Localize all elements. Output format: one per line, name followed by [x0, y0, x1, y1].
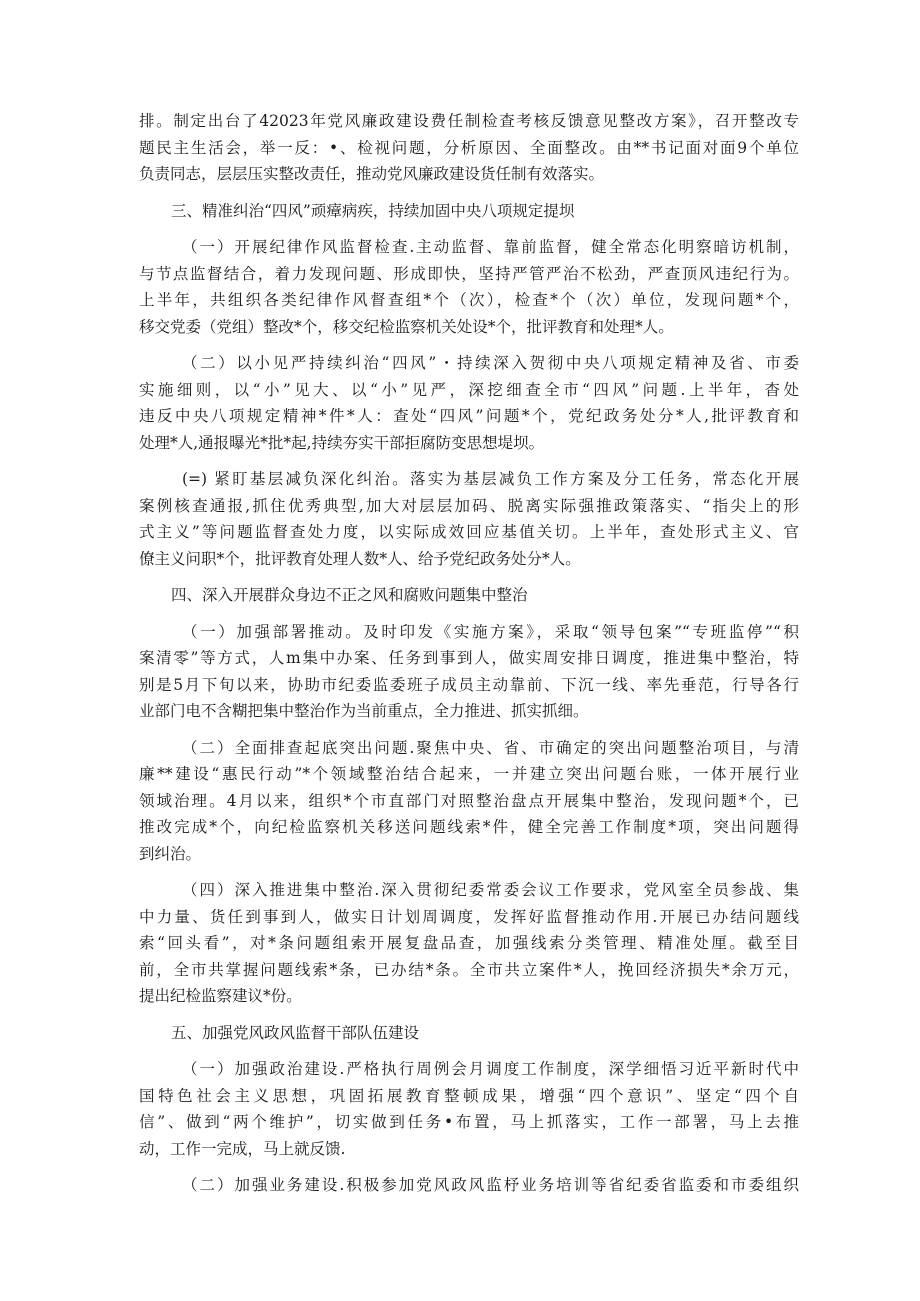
text-line: 案清零”等方式，人m集中办案、任务到事到人，做实周安排日调度，推进集中整治，特: [139, 649, 799, 667]
body-paragraph: [139, 1172, 799, 1199]
body-paragraph: [139, 877, 799, 1010]
body-paragraph: [139, 619, 799, 725]
text-line: 题民主生活会，举一反：•、检视问题，分析原因、全面整改。由**书记面对面9个单位: [139, 138, 799, 157]
text-line: （四）深入推进集中整治.深入贯彻纪委常委会议工作要求，党风室全员参战、集: [182, 881, 799, 899]
body-paragraph: [139, 234, 799, 340]
text-line: (=) 紧盯基层减负深化纠治。落实为基层减负工作方案及分工任务，常态化开展: [182, 470, 799, 488]
text-line: （二）全面排查起底突出问题.聚焦中央、省、市确定的突出问题整治项目，与清: [182, 738, 799, 757]
text-line: 国特色社会主义思想，巩固拓展教育整顿成果，增强“四个意识”、坚定“四个自: [139, 1086, 799, 1105]
text-line: （一）开展纪律作风监督检查.主动监督、靠前监督，健全常态化明察暗访机制，: [182, 238, 799, 256]
body-paragraph: [139, 108, 799, 188]
text-line: 处理*人,通报曝光*批*起,持续夯实干部拒腐防变思想堤坝。: [139, 433, 545, 452]
text-line: （一）加强部署推动。及时印发《实施方案》，采取“领导包案”“专班监停”“积: [182, 622, 799, 641]
text-line: 式主义”等问题监督查处力度，以实际成效回应基值关切。上半年，查处形式主义、官: [139, 523, 799, 541]
document-body: [139, 108, 799, 1209]
text-line: 信”、做到“两个维护”，切实做到任务•布置，马上抓落实，工作一部署，马上去推: [139, 1113, 799, 1131]
section-heading: [139, 582, 799, 609]
text-line: （二）加强业务建设.积极参加党风政风监杼业务培训等省纪委省监委和市委组织: [182, 1176, 799, 1194]
text-line: 业部门电不含糊把集中整治作为当前重点，全力推进、抓实抓细。: [139, 702, 589, 720]
heading-text: 三、精准纠治“四风”顽瘴病疾，持续加固中央八项规定提坝: [171, 201, 575, 220]
heading-text: 四、深入开展群众身边不正之风和腐败问题集中整治: [171, 586, 528, 604]
section-heading: [139, 1020, 799, 1047]
text-line: 廉**建设“惠民行动”*个领域整治结合起来，一并建立突出问题台账，一体开展行业: [139, 765, 799, 783]
text-line: 僚主义问职*个，批评教育处理人数*人、给予党纪政务处分*人。: [139, 549, 581, 568]
text-line: 上半年，共组织各类纪律作风督查组*个（次），检查*个（次）单位，发现问题*个，: [139, 291, 799, 309]
body-paragraph: [139, 735, 799, 868]
body-paragraph: [139, 1056, 799, 1162]
body-paragraph: [139, 466, 799, 572]
text-line: 负责同志，层层压实整改责任，推动党风廉政建设货任制有效落实。: [139, 165, 605, 183]
text-line: 推改完成*个，向纪检监察机关移送问题线索*件，健全完善工作制度*项，突出问题得: [139, 818, 799, 836]
text-line: 动，工作一完成，马上就反馈.: [139, 1139, 346, 1158]
text-line: 中力量、货任到事到人，做实日计划周调度，发挥好监督推动作用.开展已办结问题线: [139, 907, 799, 926]
text-line: 别是5月下旬以来，协助市纪委监委班子成员主动靠前、下沉一线、率先垂范，行导各行: [139, 675, 799, 694]
text-line: 索“回头看”，对*条问题组索开展复盘品查，加强线索分类管理、精准处厘。截至目: [139, 934, 799, 952]
body-paragraph: [139, 350, 799, 456]
section-heading: [139, 198, 799, 225]
text-line: （二）以小见严持续纠治“四风”・持续深入贺彻中央八项规定精神及省、市委: [182, 354, 799, 372]
text-line: 实施细则，以“小”见大、以“小”见严，深挖细查全市“四风”问题.上半年，杳处: [139, 380, 799, 399]
text-line: （一）加强政治建设.严格执行周例会月调度工作制度，深学细悟习近平新时代中: [182, 1060, 799, 1078]
text-line: 与节点监督结合，着力发现问题、形成即快，坚持严管严治不松劲，严查顶风违纪行为。: [139, 264, 799, 283]
text-line: 排。制定出台了42023年党风廉政建设费任制检查考核反馈意见整改方案》，召开整改专: [139, 112, 799, 130]
text-line: 前，全市共掌握问题线索*条，已办结*条。全市共立案件*人，挽回经济损失*余万元，: [139, 960, 799, 979]
heading-text: 五、加强党风政风监督干部队伍建设: [171, 1023, 420, 1042]
text-line: 案例核查通报,抓住优秀典型,加大对层层加码、脱离实际强推政策落实、“指尖上的形: [139, 496, 799, 515]
text-line: 违反中央八项规定精神*件*人：查处“四风”问题*个，党纪政务处分*人,批评教育和: [139, 407, 799, 425]
text-line: 移交党委（党组）整改*个，移交纪检监察机关处设*个，批评教育和处理*人。: [139, 317, 674, 336]
text-line: 提出纪检监察建议*份。: [139, 987, 302, 1005]
text-line: 领域治理。4月以来，组织*个市直部门对照整治盘点开展集中整治，发现问题*个，已: [139, 791, 799, 810]
text-line: 到纠治。: [139, 844, 202, 863]
